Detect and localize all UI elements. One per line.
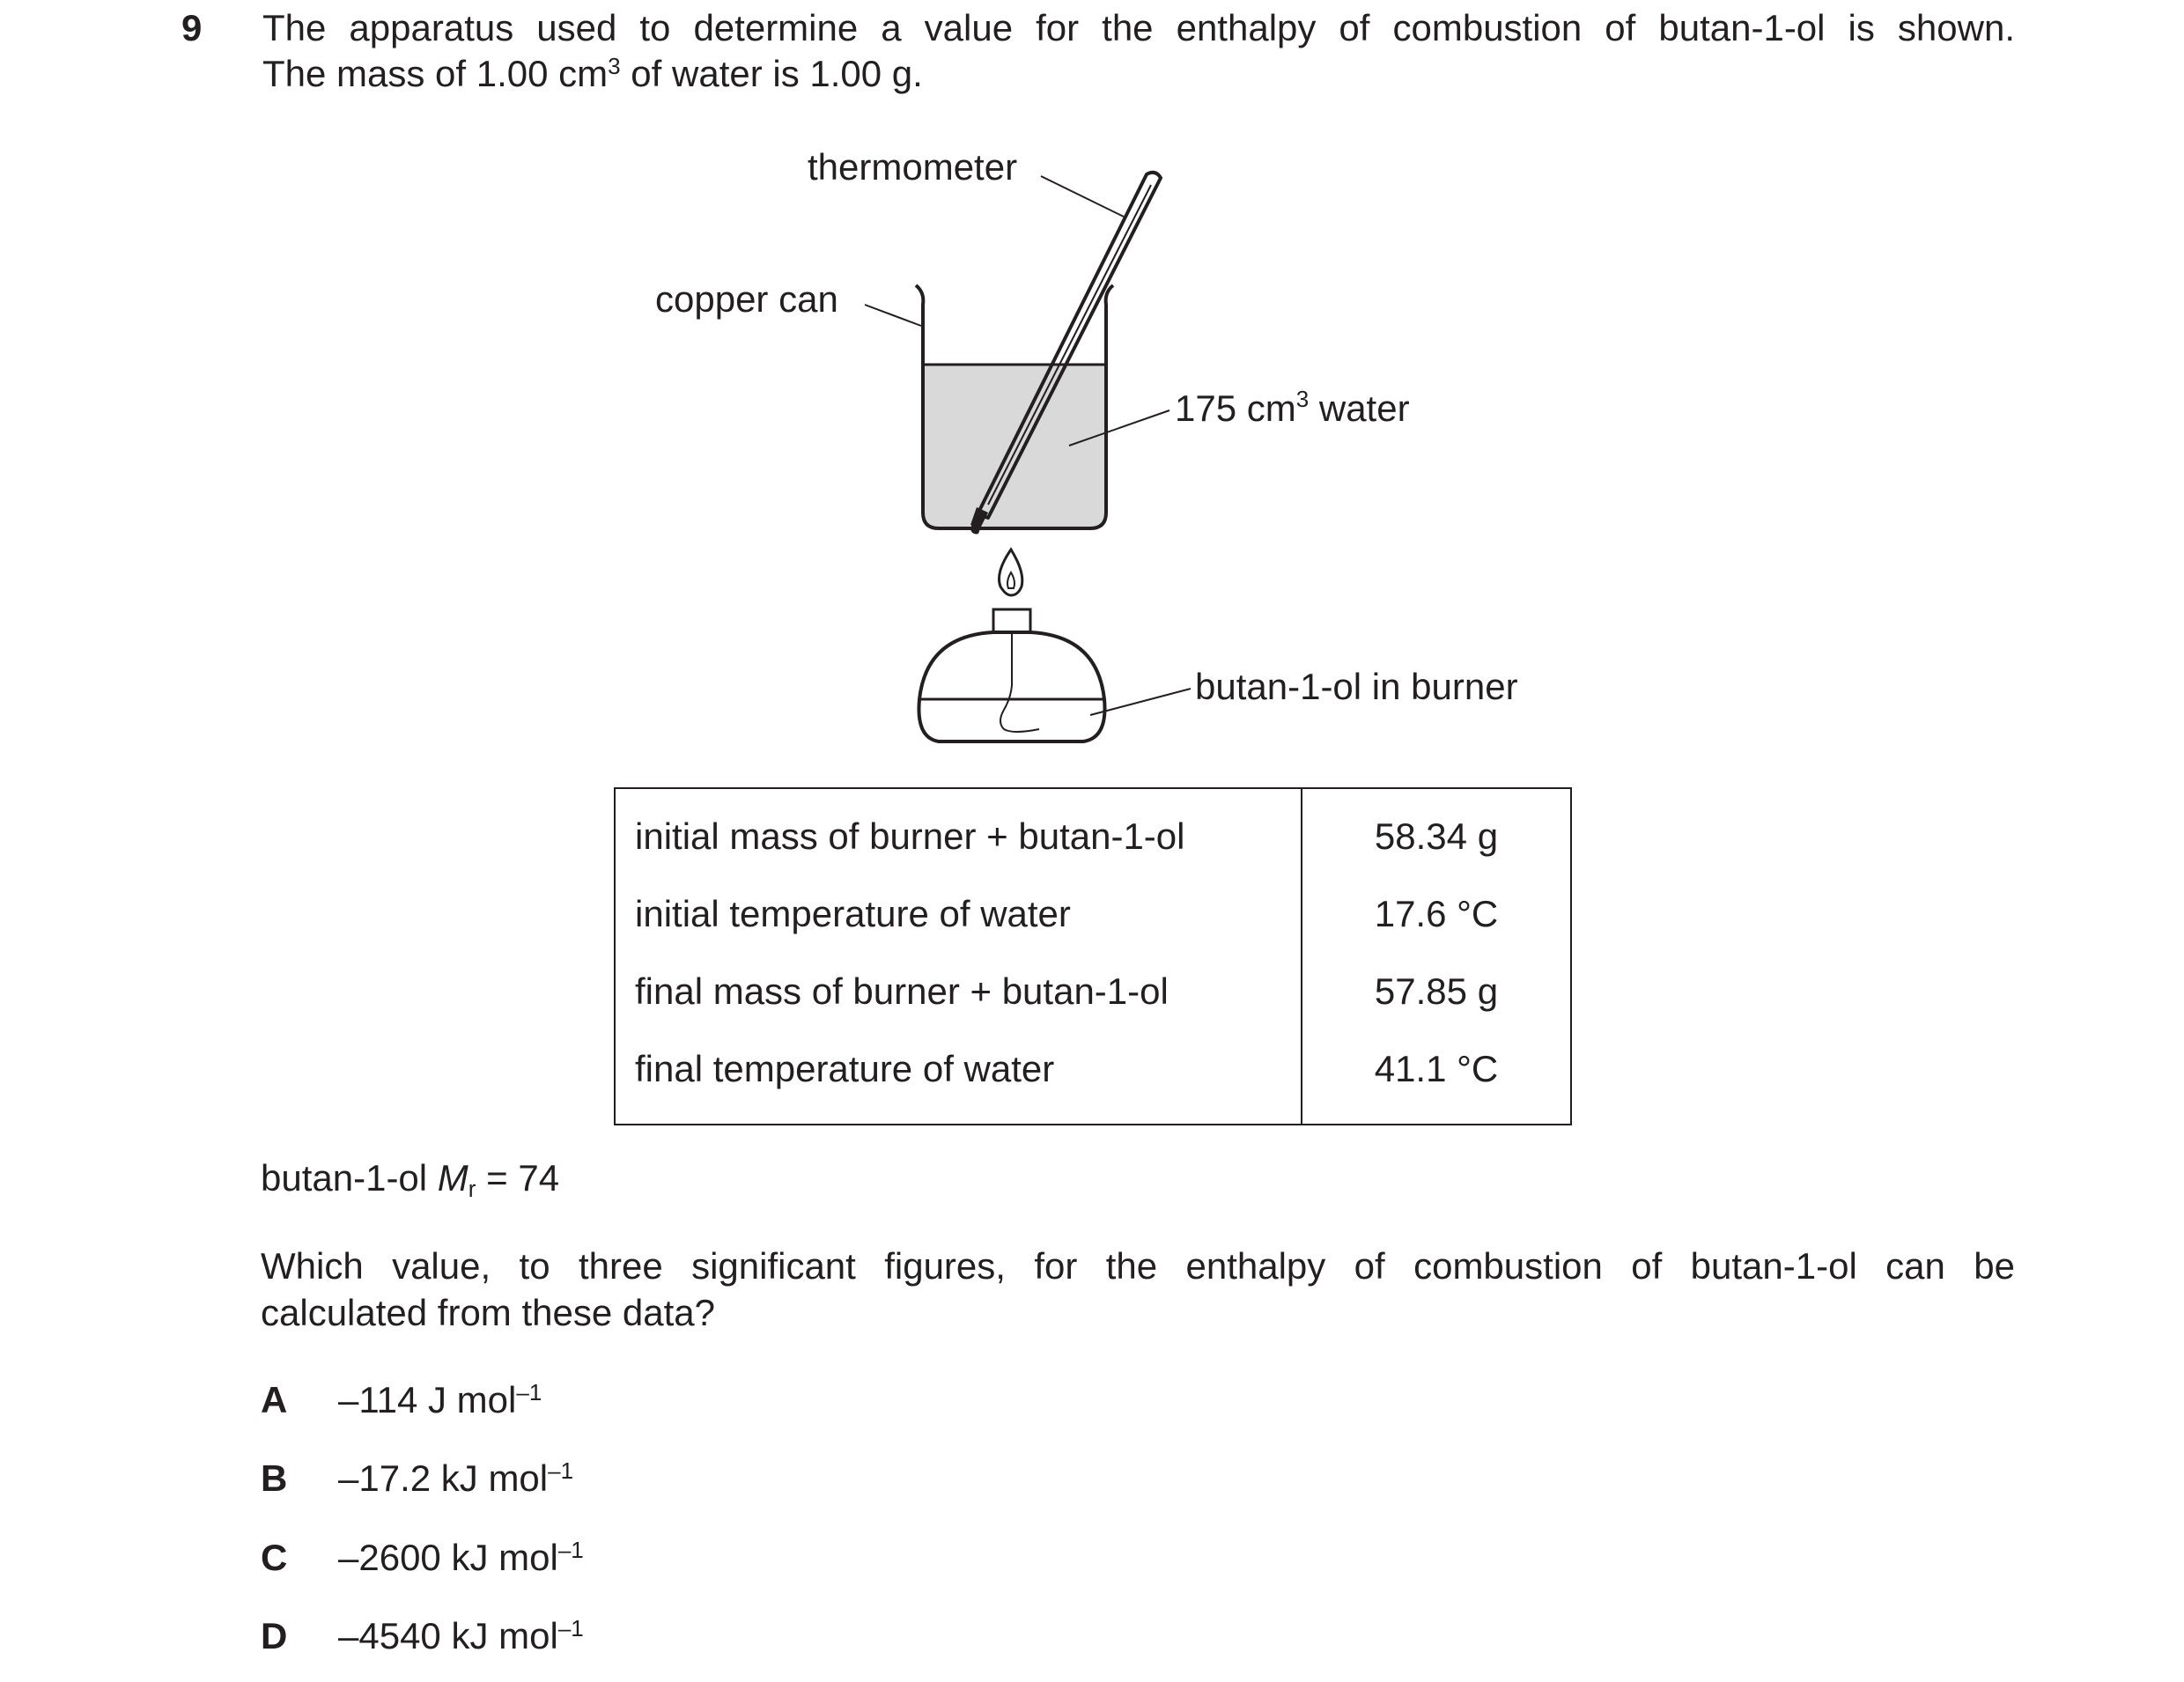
option-value: –17.2 kJ mol	[338, 1457, 549, 1499]
water-fill	[923, 365, 1106, 528]
option-value: –4540 kJ mol	[338, 1615, 558, 1656]
apparatus-diagram	[0, 0, 2184, 775]
labels-column	[615, 788, 1302, 1125]
option-value: –2600 kJ mol	[338, 1537, 558, 1578]
mr-subscript: r	[468, 1175, 476, 1202]
option-b[interactable]	[261, 1456, 573, 1501]
mr-suffix: = 74	[476, 1157, 560, 1199]
intro-line2-superscript: 3	[608, 52, 621, 79]
option-unit-exponent: –1	[557, 1536, 584, 1563]
spirit-burner	[919, 609, 1104, 741]
table-row-value: 57.85 g	[1374, 970, 1499, 1012]
question-number: 9	[181, 7, 203, 48]
molar-mass-line	[261, 1155, 559, 1201]
table-row-label: initial mass of burner + butan-1-ol	[635, 815, 1185, 857]
flame-inner	[1007, 572, 1015, 588]
table-row-value: 58.34 g	[1374, 815, 1499, 857]
prompt-line2: calculated from these data?	[261, 1292, 715, 1333]
table-row-value: 17.6 °C	[1374, 893, 1499, 934]
label-water: 175 $cm^3$ water	[1175, 386, 1410, 429]
copper-can-leader	[865, 305, 921, 326]
intro-line2-part-b: of water is 1.00 g.	[620, 53, 923, 94]
option-a[interactable]	[261, 1377, 542, 1423]
prompt-line1: Which value, to three significant figures, for the enthalpy of combustion of butan-1-ol can be	[261, 1245, 2015, 1287]
mr-prefix: butan-1-ol	[261, 1157, 438, 1199]
question-intro-line1: The apparatus used to determine a value for the enthalpy of combustion of butan-1-ol is shown.	[262, 7, 2015, 48]
option-c[interactable]	[261, 1535, 584, 1581]
option-unit-exponent: –1	[548, 1457, 574, 1484]
table-row-label: final mass of burner + butan-1-ol	[635, 970, 1169, 1012]
table-row-label: final temperature of water	[635, 1048, 1055, 1089]
option-letter: C	[261, 1537, 288, 1578]
label-thermometer: thermometer	[808, 146, 1018, 188]
label-copper-can: copper can	[655, 278, 838, 320]
values-column	[1302, 788, 1571, 1125]
table-row-label: initial temperature of water	[635, 893, 1071, 934]
table-row-value: 41.1 °C	[1374, 1048, 1499, 1089]
option-letter: A	[261, 1379, 288, 1420]
option-letter: D	[261, 1615, 288, 1656]
label-burner: butan-1-ol in burner	[1195, 666, 1518, 707]
results-table	[614, 787, 1572, 1125]
thermometer-leader	[1041, 176, 1124, 217]
option-unit-exponent: –1	[557, 1614, 584, 1641]
mr-symbol: M	[437, 1157, 469, 1199]
option-unit-exponent: –1	[516, 1378, 542, 1405]
option-letter: B	[261, 1457, 288, 1499]
option-d[interactable]	[261, 1613, 584, 1659]
intro-line2-part-a: The mass of 1.00 cm	[262, 53, 609, 94]
option-value: –114 J mol	[338, 1379, 517, 1420]
